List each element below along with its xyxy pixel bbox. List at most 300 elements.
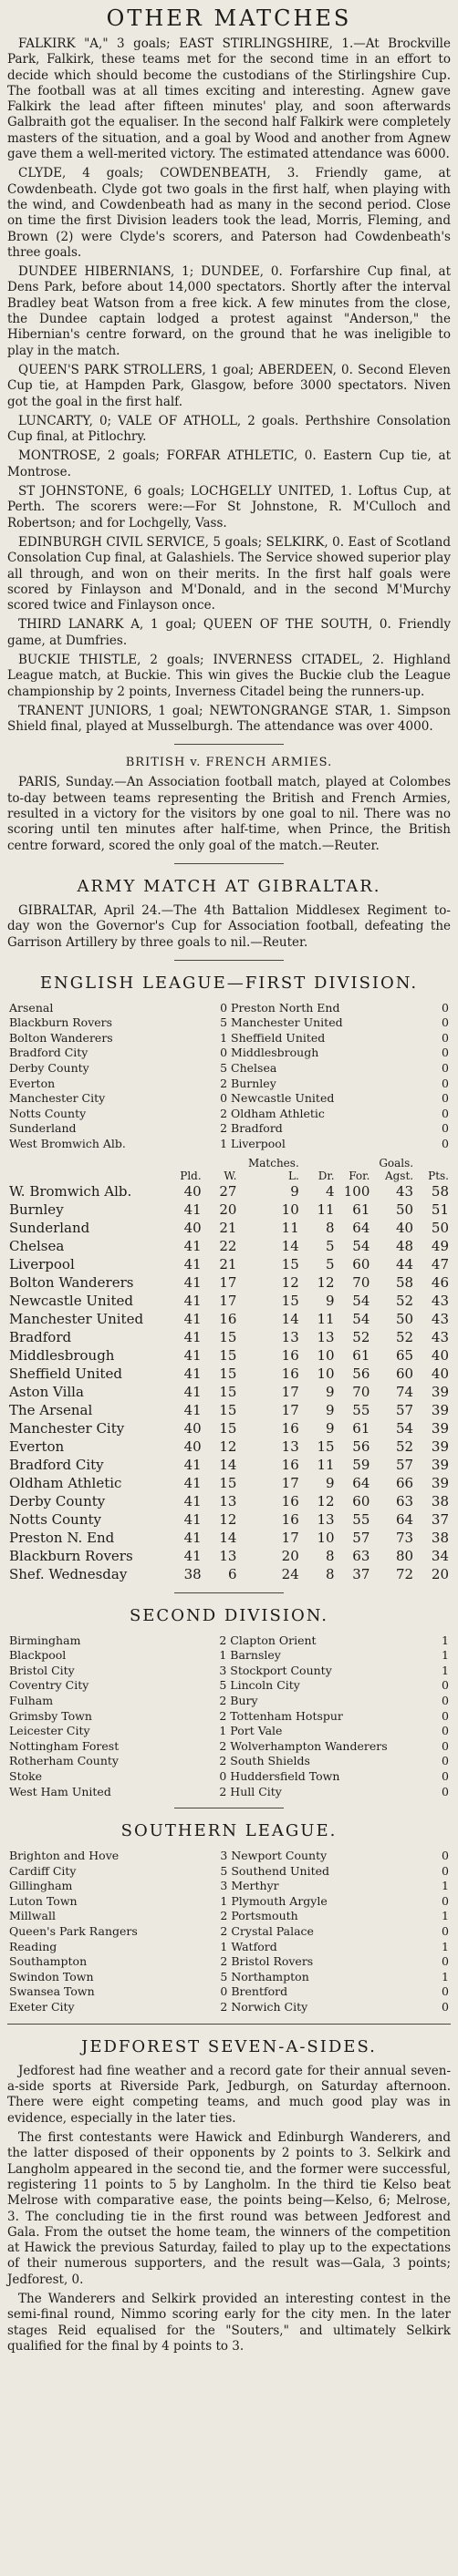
stat-cell: 13 <box>219 1492 237 1510</box>
first-division-table <box>7 1157 451 1583</box>
stat-cell: 43 <box>431 1292 449 1309</box>
home-team: Swindon Town <box>9 1969 94 1984</box>
team-name: Manchester United <box>9 1310 144 1327</box>
match-report: THIRD LANARK A, 1 goal; QUEEN OF THE SOUTH, 0. Friendly game, at Dumfries. <box>7 617 451 648</box>
team-name: Liverpool <box>9 1255 75 1273</box>
home-team: Rotherham County <box>9 1754 119 1768</box>
away-team: Barnsley <box>230 1648 281 1663</box>
table-row <box>7 1474 451 1492</box>
result-row <box>7 1784 451 1799</box>
home-score: 3 <box>220 1849 228 1863</box>
away-team: Lincoln City <box>230 1678 300 1693</box>
result-row <box>7 1969 451 1984</box>
stat-cell: 39 <box>431 1383 449 1400</box>
stat-cell: 54 <box>396 1419 414 1437</box>
second-division-results <box>7 1633 451 1799</box>
team-name: Blackburn Rovers <box>9 1547 133 1564</box>
table-row <box>7 1365 451 1383</box>
stat-cell: 61 <box>352 1346 370 1364</box>
team-name: Bradford City <box>9 1456 104 1473</box>
away-team: Northampton <box>231 1969 309 1984</box>
stat-cell: 14 <box>281 1237 299 1254</box>
header-cell <box>415 1157 451 1170</box>
header-cell: Dr. <box>317 1169 335 1182</box>
header-cell <box>168 1157 203 1170</box>
home-score: 0 <box>220 1000 228 1015</box>
home-team: Birmingham <box>9 1633 81 1647</box>
home-score: 2 <box>220 1121 228 1136</box>
southern-league-results <box>7 1848 451 2014</box>
table-row <box>7 1510 451 1529</box>
stat-cell: 39 <box>431 1474 449 1491</box>
away-team: Clapton Orient <box>230 1633 317 1647</box>
stat-cell: 9 <box>326 1474 335 1491</box>
home-score: 3 <box>219 1663 227 1677</box>
home-score: 0 <box>220 1046 228 1060</box>
header-cell <box>7 1157 168 1170</box>
home-score: 1 <box>220 1893 228 1908</box>
stat-cell: 49 <box>431 1237 449 1254</box>
table-row <box>7 1292 451 1310</box>
stat-cell: 64 <box>352 1474 370 1491</box>
stat-cell: 39 <box>431 1419 449 1437</box>
header-cell: Pld. <box>180 1169 202 1182</box>
away-team: Oldham Athletic <box>231 1106 325 1120</box>
away-team: Port Vale <box>230 1724 283 1738</box>
away-score: 0 <box>442 1724 449 1738</box>
home-team: Derby County <box>9 1061 89 1076</box>
stat-cell: 58 <box>396 1273 414 1291</box>
jedforest-report: The first contestants were Hawick and Edinburgh Wanderers, and the latter disposed of their opponents by 2 points to 3. Selkirk and Langholm appeared in the second tie, and the former were successful, registering 11 points to 5 by Langholm. In the third tie Kelso beat Melrose with comparative ease, the points being—Kelso, 6; Melrose, 3. The concluding tie in the first round was between Jedforest and Gala. From the outset the home team, the winners of the competition at Hawick the previous Saturday, failed to play up to the expectations of their numerous supporters, and the result was—Gala, 3 points; Jedforest, 0. <box>7 2130 451 2287</box>
home-score: 5 <box>220 1969 228 1984</box>
stat-cell: 13 <box>317 1328 335 1345</box>
result-row <box>7 1678 451 1694</box>
stat-cell: 70 <box>352 1383 370 1400</box>
stat-cell: 54 <box>352 1237 370 1254</box>
home-team: Stoke <box>9 1768 43 1783</box>
result-row <box>7 1999 451 2014</box>
stat-cell: 64 <box>352 1219 370 1236</box>
stat-cell: 52 <box>396 1292 414 1309</box>
home-score: 2 <box>220 1106 228 1120</box>
table-row <box>7 1565 451 1583</box>
home-team: Everton <box>9 1076 56 1090</box>
stat-cell: 14 <box>219 1456 237 1473</box>
result-row <box>7 1136 451 1151</box>
away-score: 0 <box>442 1784 449 1798</box>
stat-cell: 14 <box>219 1529 237 1546</box>
stat-cell: 57 <box>396 1401 414 1418</box>
away-team: Newport County <box>231 1849 328 1863</box>
home-team: Coventry City <box>9 1678 89 1693</box>
away-team: Hull City <box>230 1784 282 1798</box>
divider <box>174 1592 284 1593</box>
match-report: TRANENT JUNIORS, 1 goal; NEWTONGRANGE STAR, 1. Simpson Shield final, played at Musselburgh. The attendance was over 4000. <box>7 703 451 735</box>
stat-cell: 40 <box>183 1182 202 1200</box>
jedforest-heading: JEDFOREST SEVEN-A-SIDES. <box>81 2036 377 2056</box>
stat-cell: 60 <box>352 1492 370 1510</box>
table-row <box>7 1492 451 1510</box>
stat-cell: 51 <box>431 1200 449 1218</box>
stat-cell: 5 <box>326 1255 335 1273</box>
table-row <box>7 1182 451 1200</box>
stat-cell: 12 <box>219 1510 237 1528</box>
away-score: 0 <box>442 1076 449 1090</box>
away-team: Huddersfield Town <box>230 1768 340 1783</box>
match-report: DUNDEE HIBERNIANS, 1; DUNDEE, 0. Forfarshire Cup final, at Dens Park, before about 14,000 spectators. Shortly after the interval Bradley beat Watson from a free kick. A few minutes from the close, the Dundee captain lodged a protest against "Anderson," the Hibernian's centre forward, on the ground that he was ineligible to play in the match. <box>7 264 451 358</box>
stat-cell: 52 <box>352 1328 370 1345</box>
home-team: Blackburn Rovers <box>9 1015 113 1030</box>
away-score: 0 <box>442 1030 449 1045</box>
stat-cell: 41 <box>183 1365 202 1382</box>
away-team: Portsmouth <box>231 1909 298 1923</box>
stat-cell: 50 <box>396 1200 414 1218</box>
stat-cell: 17 <box>281 1474 299 1491</box>
result-row <box>7 1121 451 1137</box>
gibraltar-report: GIBRALTAR, April 24.—The 4th Battalion Middlesex Regiment to-day won the Governor's Cup for Association football, defeating the Garrison Artillery by three goals to nil.—Reuter. <box>7 902 451 950</box>
match-report: LUNCARTY, 0; VALE OF ATHOLL, 2 goals. Perthshire Consolation Cup final, at Pitlochry. <box>7 413 451 445</box>
home-team: Nottingham Forest <box>9 1738 120 1753</box>
team-name: Bolton Wanderers <box>9 1273 134 1291</box>
home-team: Southampton <box>9 1954 88 1969</box>
stat-cell: 9 <box>326 1383 335 1400</box>
match-report: QUEEN'S PARK STROLLERS, 1 goal; ABERDEEN, 0. Second Eleven Cup tie, at Hampden Park, Glasgow, before 3000 spectators. Niven got the goal in the first half. <box>7 362 451 409</box>
away-score: 0 <box>442 1954 449 1969</box>
team-name: Burnley <box>9 1200 64 1218</box>
match-report: FALKIRK "A," 3 goals; EAST STIRLINGSHIRE, 1.—At Brockville Park, Falkirk, these teams met for the second time in an effort to decide which should become the custodians of the Stirlingshire Cup. The football was at all times exciting and interesting. Agnew gave Falkirk the lead after fifteen minutes' play, and soon afterwards Galbraith got the equaliser. In the second half Falkirk were completely masters of the situation, and a goal by Wood and another from Agnew gave them a well-merited victory. The estimated attendance was 6000. <box>7 36 451 162</box>
stat-cell: 16 <box>281 1456 299 1473</box>
stat-cell: 12 <box>219 1437 237 1455</box>
home-team: Cardiff City <box>9 1863 77 1878</box>
home-team: Exeter City <box>9 2000 75 2014</box>
header-cell: For. <box>349 1169 370 1182</box>
header-cell: Matches. <box>247 1156 299 1170</box>
away-score: 0 <box>442 1091 449 1106</box>
table-row <box>7 1529 451 1547</box>
stat-cell: 41 <box>183 1456 202 1473</box>
table-row <box>7 1547 451 1565</box>
stat-cell: 9 <box>290 1182 299 1200</box>
home-score: 5 <box>220 1863 228 1878</box>
stat-cell: 15 <box>219 1346 237 1364</box>
stat-cell: 24 <box>281 1565 299 1582</box>
armies-report: PARIS, Sunday.—An Association football match, played at Colombes to-day between teams representing the British and French Armies, resulted in a victory for the visitors by one goal to nil. There was no scoring until ten minutes after half-time, when Prince, the British centre forward, scored the only goal of the match.—Reuter. <box>7 775 451 853</box>
result-row <box>7 1923 451 1939</box>
stat-cell: 41 <box>183 1492 202 1510</box>
away-team: Merthyr <box>231 1879 279 1893</box>
result-row <box>7 1015 451 1030</box>
stat-cell: 4 <box>326 1182 335 1200</box>
home-score: 2 <box>219 1633 227 1647</box>
stat-cell: 37 <box>431 1510 449 1528</box>
table-row <box>7 1383 451 1401</box>
stat-cell: 17 <box>281 1529 299 1546</box>
southern-league-heading: SOUTHERN LEAGUE. <box>120 1821 338 1841</box>
result-row <box>7 1090 451 1106</box>
home-score: 1 <box>219 1724 227 1738</box>
result-row <box>7 1647 451 1663</box>
team-name: Preston N. End <box>9 1529 115 1546</box>
stat-cell: 8 <box>326 1219 335 1236</box>
stat-cell: 13 <box>317 1510 335 1528</box>
stat-cell: 15 <box>317 1437 335 1455</box>
table-row <box>7 1255 451 1273</box>
table-row <box>7 1237 451 1255</box>
header-cell <box>7 1170 168 1182</box>
stat-cell: 61 <box>352 1419 370 1437</box>
stat-cell: 73 <box>396 1529 414 1546</box>
stat-cell: 38 <box>431 1492 449 1510</box>
header-cell <box>337 1157 372 1170</box>
stat-cell: 16 <box>281 1492 299 1510</box>
away-score: 1 <box>442 1879 449 1893</box>
stat-cell: 57 <box>352 1529 370 1546</box>
home-team: Manchester City <box>9 1091 106 1106</box>
stat-cell: 11 <box>317 1200 335 1218</box>
header-cell: Pts. <box>428 1169 449 1182</box>
stat-cell: 43 <box>431 1328 449 1345</box>
stat-cell: 52 <box>396 1328 414 1345</box>
stat-cell: 40 <box>183 1419 202 1437</box>
stat-cell: 34 <box>431 1547 449 1564</box>
stat-cell: 65 <box>396 1346 414 1364</box>
home-team: Reading <box>9 1939 57 1953</box>
away-team: Brentford <box>231 1984 288 1999</box>
stat-cell: 41 <box>183 1237 202 1254</box>
stat-cell: 9 <box>326 1419 335 1437</box>
stat-cell: 41 <box>183 1200 202 1218</box>
gibraltar-heading: ARMY MATCH AT GIBRALTAR. <box>77 876 381 896</box>
home-score: 5 <box>219 1678 227 1693</box>
stat-cell: 47 <box>431 1255 449 1273</box>
away-team: Preston North End <box>231 1000 340 1015</box>
stat-cell: 40 <box>431 1365 449 1382</box>
team-name: Oldham Athletic <box>9 1474 122 1491</box>
header-cell: Agst. <box>384 1169 414 1182</box>
home-team: Millwall <box>9 1909 56 1923</box>
table-row <box>7 1437 451 1456</box>
stat-cell: 44 <box>396 1255 414 1273</box>
stat-cell: 15 <box>219 1401 237 1418</box>
home-score: 2 <box>219 1738 227 1753</box>
result-row <box>7 1754 451 1769</box>
stat-cell: 16 <box>281 1346 299 1364</box>
home-team: Swansea Town <box>9 1984 95 1999</box>
home-team: Queen's Park Rangers <box>9 1924 138 1939</box>
table-row <box>7 1401 451 1419</box>
match-report: CLYDE, 4 goals; COWDENBEATH, 3. Friendly game, at Cowdenbeath. Clyde got two goals in the first half, when playing with the wind, and Cowdenbeath had as many in the second period. Close on time the first Division leaders took the lead, Morris, Fleming, and Brown (2) were Clyde's scorers, and Paterson had Cowdenbeath's three goals. <box>7 166 451 260</box>
home-score: 2 <box>219 1784 227 1798</box>
away-score: 1 <box>442 1648 449 1663</box>
away-team: Watford <box>231 1939 277 1953</box>
stat-cell: 10 <box>281 1200 299 1218</box>
team-name: Sheffield United <box>9 1365 122 1382</box>
jedforest-report: Jedforest had fine weather and a record gate for their annual seven-a-side sports at Riverside Park, Jedburgh, on Saturday afternoon. There were eight competing teams, and much good play was in evidence, especially in the later ties. <box>7 2063 451 2126</box>
away-score: 0 <box>442 2000 449 2014</box>
stat-cell: 50 <box>396 1310 414 1327</box>
home-team: West Bromwich Alb. <box>9 1136 126 1150</box>
divider <box>174 960 284 961</box>
away-score: 1 <box>442 1663 449 1677</box>
header-cell: W. <box>224 1169 237 1182</box>
jedforest-report: The Wanderers and Selkirk provided an interesting contest in the semi-final round, Nimmo scoring early for the city men. In the later stages Reid equalised for the "Souters," and ultimately Selkirk qualified for the final by 4 points to 3. <box>7 2292 451 2354</box>
home-score: 1 <box>219 1648 227 1663</box>
table-row <box>7 1328 451 1346</box>
stat-cell: 20 <box>431 1565 449 1582</box>
away-score: 0 <box>442 1121 449 1136</box>
stat-cell: 8 <box>326 1547 335 1564</box>
stat-cell: 11 <box>317 1456 335 1473</box>
stat-cell: 17 <box>219 1273 237 1291</box>
match-report: BUCKIE THISTLE, 2 goals; INVERNESS CITADEL, 2. Highland League match, at Buckie. This win gives the Buckie club the League championship by 2 points, Inverness Citadel being the runners-up. <box>7 652 451 699</box>
stat-cell: 17 <box>219 1292 237 1309</box>
away-score: 0 <box>442 1061 449 1076</box>
table-row <box>7 1310 451 1328</box>
home-team: Fulham <box>9 1693 54 1707</box>
stat-cell: 20 <box>219 1200 237 1218</box>
team-name: Everton <box>9 1437 65 1455</box>
divider <box>7 2024 451 2025</box>
table-header-top <box>7 1157 451 1170</box>
stat-cell: 41 <box>183 1346 202 1364</box>
stat-cell: 55 <box>352 1401 370 1418</box>
stat-cell: 6 <box>227 1565 237 1582</box>
stat-cell: 63 <box>396 1492 414 1510</box>
table-row <box>7 1219 451 1237</box>
away-team: Burnley <box>231 1076 276 1090</box>
stat-cell: 61 <box>352 1200 370 1218</box>
team-name: Bradford <box>9 1328 72 1345</box>
away-team: Manchester United <box>231 1015 343 1030</box>
home-score: 1 <box>220 1030 228 1045</box>
stat-cell: 39 <box>431 1401 449 1418</box>
stat-cell: 17 <box>281 1401 299 1418</box>
home-score: 0 <box>219 1768 227 1783</box>
away-team: Liverpool <box>231 1136 286 1150</box>
stat-cell: 14 <box>281 1310 299 1327</box>
stat-cell: 64 <box>396 1510 414 1528</box>
home-score: 5 <box>220 1061 228 1076</box>
away-score: 0 <box>442 1000 449 1015</box>
away-score: 1 <box>442 1633 449 1647</box>
stat-cell: 60 <box>352 1255 370 1273</box>
home-score: 1 <box>220 1939 228 1953</box>
away-score: 0 <box>442 1106 449 1120</box>
result-row <box>7 1879 451 1894</box>
stat-cell: 10 <box>317 1529 335 1546</box>
stat-cell: 22 <box>219 1237 237 1254</box>
team-name: Derby County <box>9 1492 106 1510</box>
away-score: 0 <box>442 1678 449 1693</box>
team-name: Middlesbrough <box>9 1346 115 1364</box>
stat-cell: 72 <box>396 1565 414 1582</box>
stat-cell: 21 <box>219 1219 237 1236</box>
stat-cell: 16 <box>281 1510 299 1528</box>
away-team: Crystal Palace <box>231 1924 314 1939</box>
home-team: Luton Town <box>9 1893 78 1908</box>
away-team: Middlesbrough <box>231 1046 319 1060</box>
home-team: West Ham United <box>9 1784 111 1798</box>
stat-cell: 10 <box>317 1365 335 1382</box>
stat-cell: 80 <box>396 1547 414 1564</box>
stat-cell: 56 <box>352 1437 370 1455</box>
team-name: Sunderland <box>9 1219 90 1236</box>
home-team: Sunderland <box>9 1121 77 1136</box>
home-score: 0 <box>220 1091 228 1106</box>
stat-cell: 13 <box>281 1437 299 1455</box>
team-name: Notts County <box>9 1510 102 1528</box>
armies-heading: BRITISH v. FRENCH ARMIES. <box>125 756 333 770</box>
stat-cell: 16 <box>281 1365 299 1382</box>
stat-cell: 74 <box>396 1383 414 1400</box>
result-row <box>7 1723 451 1738</box>
stat-cell: 41 <box>183 1255 202 1273</box>
result-row <box>7 1768 451 1784</box>
home-score: 2 <box>219 1693 227 1707</box>
stat-cell: 41 <box>183 1383 202 1400</box>
home-score: 3 <box>220 1879 228 1893</box>
away-score: 0 <box>442 1738 449 1753</box>
stat-cell: 38 <box>183 1565 202 1582</box>
team-name: The Arsenal <box>9 1401 93 1418</box>
stat-cell: 63 <box>352 1547 370 1564</box>
header-cell: Goals. <box>379 1156 414 1170</box>
stat-cell: 17 <box>281 1383 299 1400</box>
home-team: Bradford City <box>9 1046 88 1060</box>
result-row <box>7 1848 451 1863</box>
stat-cell: 16 <box>281 1419 299 1437</box>
stat-cell: 48 <box>396 1237 414 1254</box>
result-row <box>7 1046 451 1061</box>
result-row <box>7 1939 451 1954</box>
stat-cell: 15 <box>219 1328 237 1345</box>
stat-cell: 41 <box>183 1273 202 1291</box>
away-score: 0 <box>442 1893 449 1908</box>
stat-cell: 9 <box>326 1401 335 1418</box>
stat-cell: 27 <box>219 1182 237 1200</box>
stat-cell: 15 <box>281 1255 299 1273</box>
table-row <box>7 1419 451 1437</box>
home-score: 2 <box>219 1708 227 1723</box>
stat-cell: 58 <box>431 1182 449 1200</box>
stat-cell: 15 <box>219 1383 237 1400</box>
stat-cell: 41 <box>183 1401 202 1418</box>
table-row <box>7 1273 451 1292</box>
stat-cell: 12 <box>317 1273 335 1291</box>
stat-cell: 15 <box>281 1292 299 1309</box>
match-report: EDINBURGH CIVIL SERVICE, 5 goals; SELKIRK, 0. East of Scotland Consolation Cup final, at Galashiels. The Service showed superior play all through, and won on their merits. In the first half goals were scored by Finlayson and M'Donald, and in the second M'Murchy scored twice and Finlayson once. <box>7 534 451 613</box>
away-score: 1 <box>442 1909 449 1923</box>
home-team: Notts County <box>9 1106 87 1120</box>
stat-cell: 41 <box>183 1547 202 1564</box>
stat-cell: 10 <box>317 1346 335 1364</box>
away-score: 0 <box>442 1768 449 1783</box>
stat-cell: 11 <box>281 1219 299 1236</box>
stat-cell: 41 <box>183 1310 202 1327</box>
away-score: 0 <box>442 1924 449 1939</box>
away-score: 0 <box>442 1708 449 1723</box>
stat-cell: 8 <box>326 1565 335 1582</box>
stat-cell: 15 <box>219 1365 237 1382</box>
away-team: South Shields <box>230 1754 310 1768</box>
team-name: Manchester City <box>9 1419 125 1437</box>
stat-cell: 55 <box>352 1510 370 1528</box>
away-team: Plymouth Argyle <box>231 1893 328 1908</box>
stat-cell: 39 <box>431 1456 449 1473</box>
away-team: Stockport County <box>230 1663 332 1677</box>
stat-cell: 21 <box>219 1255 237 1273</box>
home-score: 2 <box>220 1076 228 1090</box>
